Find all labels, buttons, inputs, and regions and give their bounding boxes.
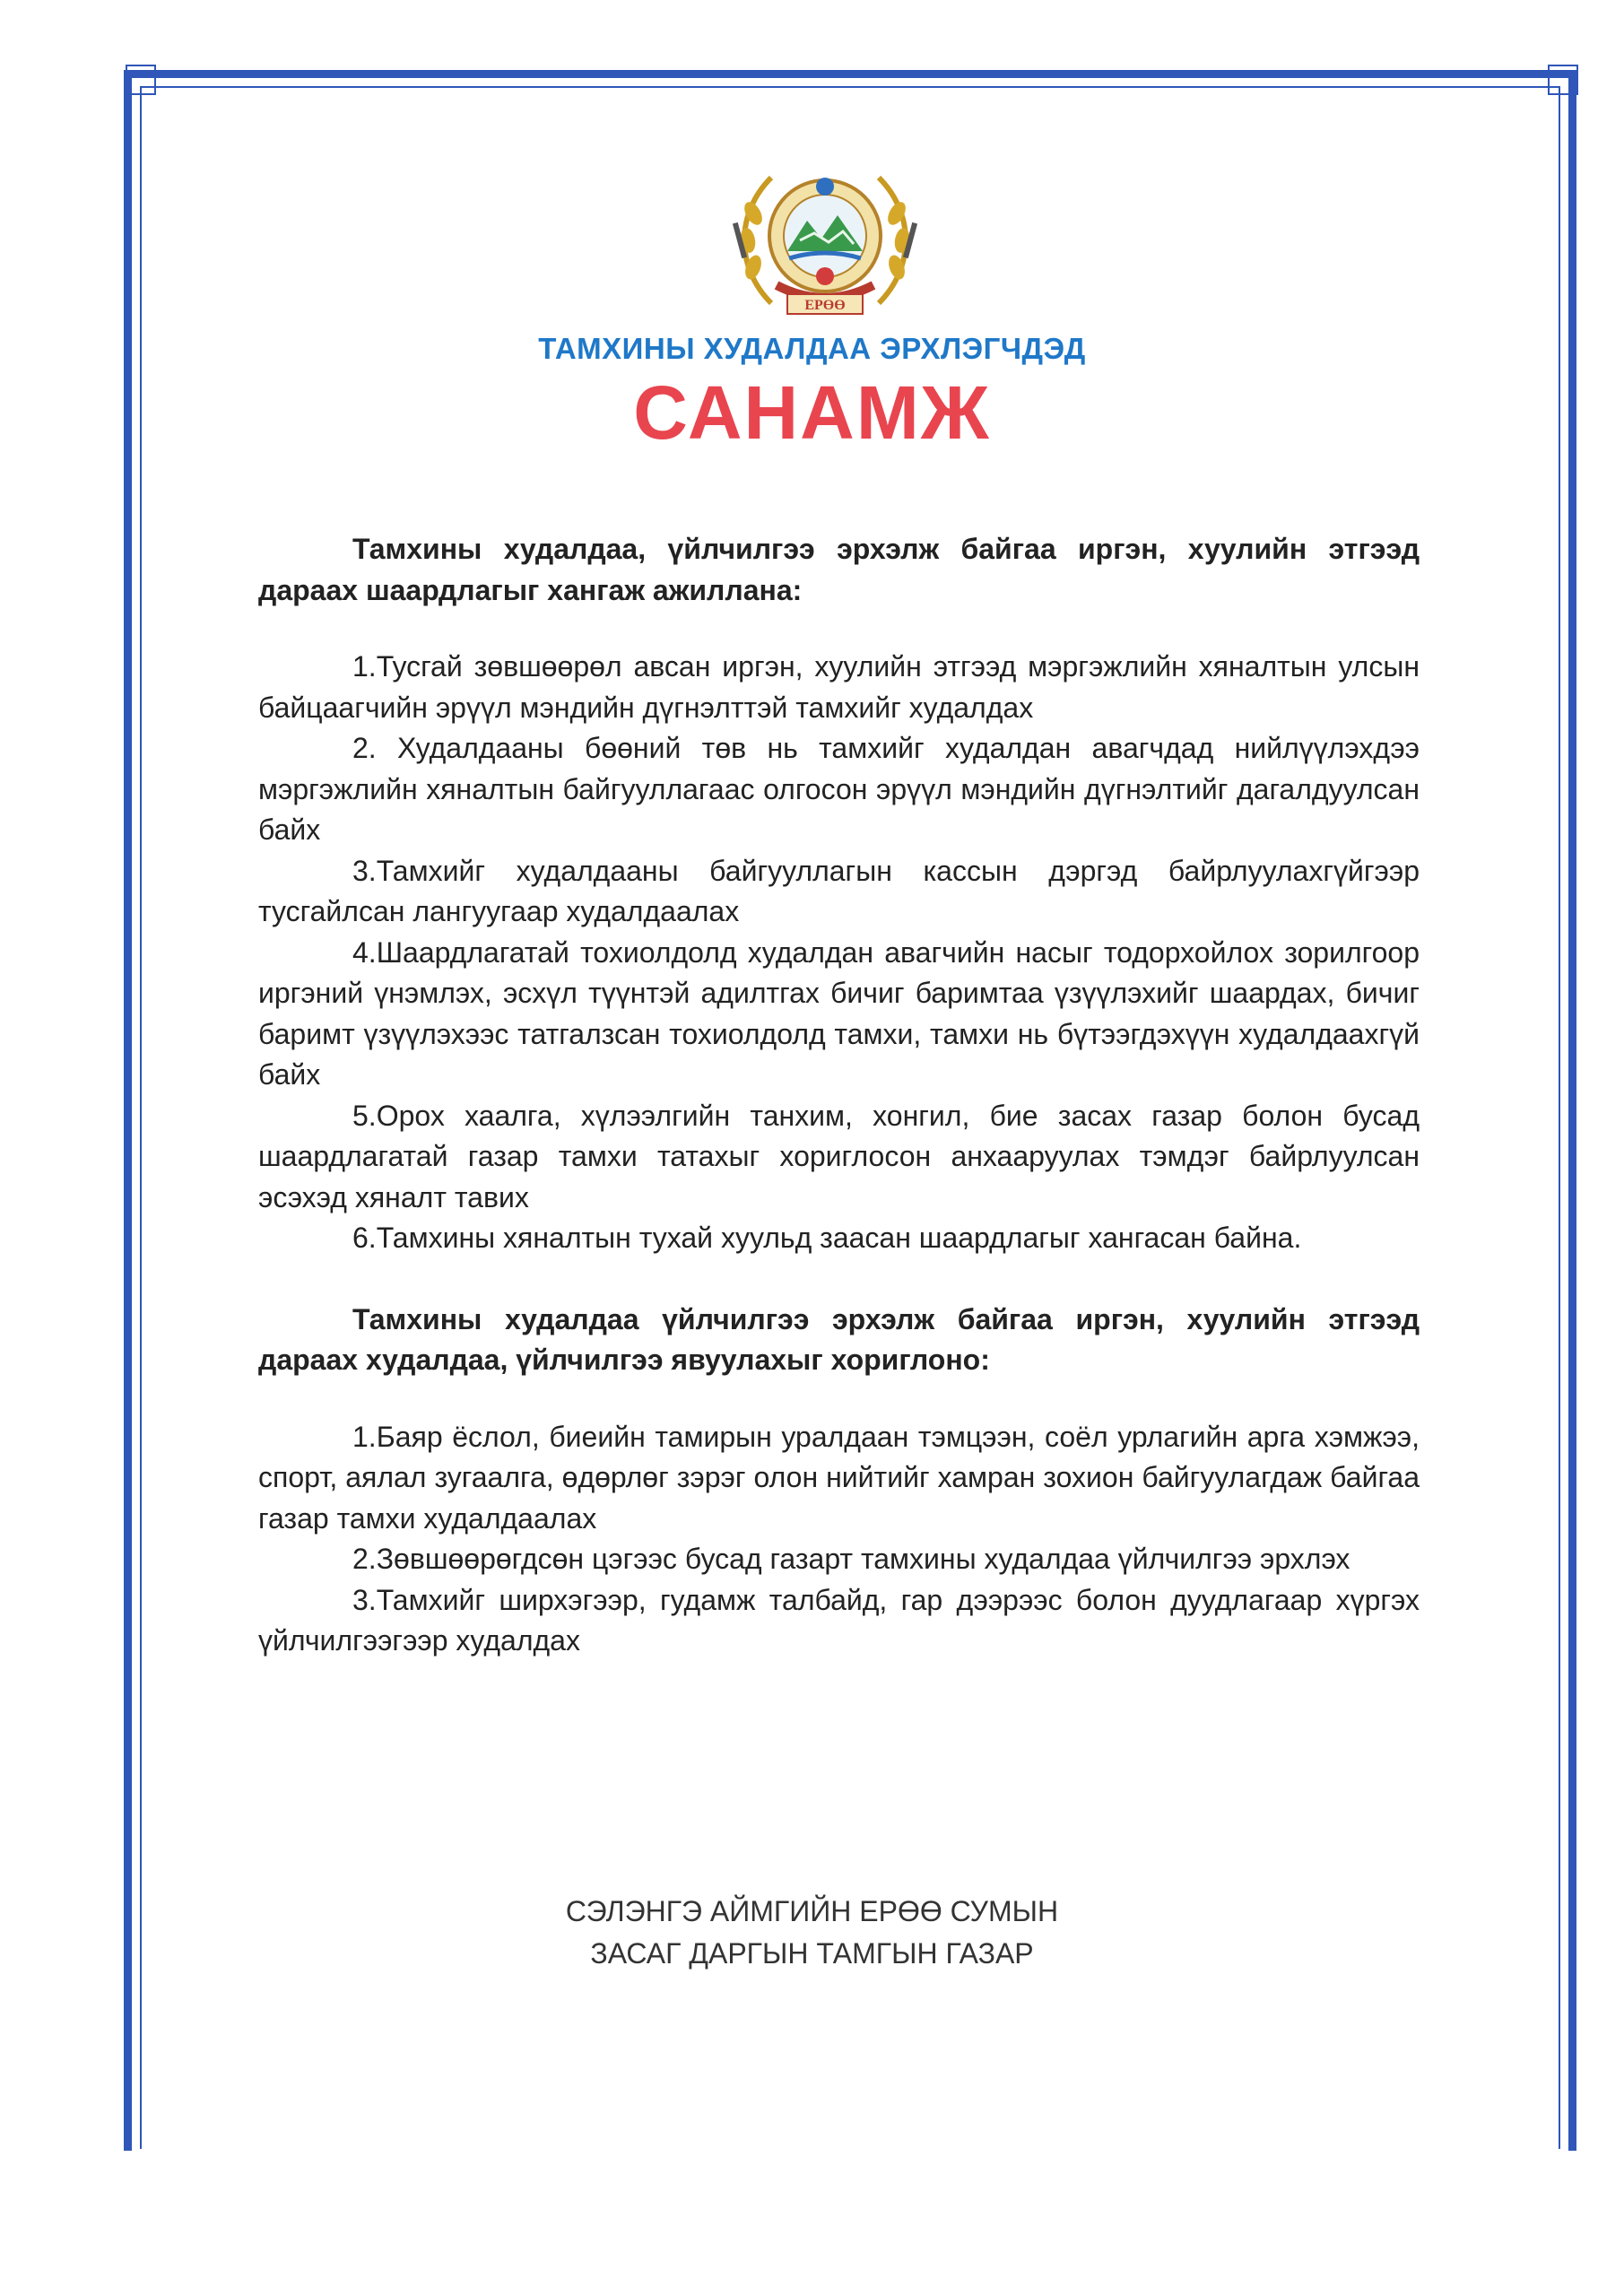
issuer-line-1: СЭЛЭНГЭ АЙМГИЙН ЕРӨӨ СУМЫН [565, 1895, 1059, 1927]
notice-heading: ТАМХИНЫ ХУДАЛДАА ЭРХЛЭГЧДЭД [538, 332, 1086, 365]
corner-ornament-left [126, 65, 156, 95]
issuer-footer [0, 1891, 1624, 1975]
section2-item: 1.Баяр ёслол, биеийн тамирын уралдаан тэмцээн, соёл урлагийн арга хэмжээ, спорт, аялал зугаалга, өдөрлөг зэрэг олон нийтийг хамран зохион байгуулагдаж байгаа газар тамхи худалдаалах [258, 1420, 1420, 1535]
section1-lead: Тамхины худалдаа, үйлчилгээ эрхэлж байгаа иргэн, хуулийн этгээд дараах шаардлагыг хангаж ажиллана: [258, 533, 1420, 606]
section2-lead: Тамхины худалдаа үйлчилгээ эрхэлж байгаа иргэн, хуулийн этгээд дараах худалдаа, үйлчилгээ явуулахыг хориглоно: [258, 1302, 1420, 1376]
issuer-line-2: ЗАСАГ ДАРГЫН ТАМГЫН ГАЗАР [590, 1937, 1034, 1970]
section1-item: 3.Тамхийг худалдааны байгууллагын кассын дэргэд байрлуулахгүйгээр тусгайлсан лангуугаар худалдаалах [258, 854, 1420, 927]
section1-item: 1.Тусгай зөвшөөрөл авсан иргэн, хуулийн этгээд мэргэжлийн хяналтын улсын байцаагчийн эрүүл мэндийн дүгнэлттэй тамхийг худалдах [258, 650, 1420, 724]
emblem-label: ЕРӨӨ [804, 298, 846, 313]
section1-item: 2. Худалдааны бөөний төв нь тамхийг худалдан авагчдад нийлүүлэхдээ мэргэжлийн хяналтын байгууллагаас олгосон эрүүл мэндийн дүгнэлтийг дагалдуулсан байх [258, 732, 1420, 846]
section1-item: 6.Тамхины хяналтын тухай хуульд заасан шаардлагыг хангасан байна. [352, 1222, 1302, 1254]
section1-item: 4.Шаардлагатай тохиолдолд худалдан авагчийн насыг тодорхойлох зорилгоор иргэний үнэмлэх, эсхүл түүнтэй адилтгах бичиг баримтаа үзүүлэхийг шаардах, бичиг баримт үзүүлэхээс татгалзсан тохиолдолд тамхи, тамхи нь бүтээгдэхүүн худалдаахгүй байх [258, 935, 1420, 1091]
corner-ornament-right [1548, 65, 1578, 95]
notice-title: САНАМЖ [633, 370, 991, 455]
section1-item: 5.Орох хаалга, хүлээлгийн танхим, хонгил, бие засах газар болон бусад шаардлагатай газар тамхи татахыг хориглосон анхааруулах тэмдэг байрлуулсан эсэхэд хяналт тавих [258, 1099, 1420, 1213]
notice-body [258, 529, 1420, 1662]
section2-item: 2.Зөвшөөрөгдсөн цэгээс бусад газарт тамхины худалдаа үйлчилгээ эрхлэх [352, 1543, 1350, 1575]
emblem-logo [717, 160, 933, 321]
section2-item: 3.Тамхийг ширхэгээр, гудамж талбайд, гар дээрээс болон дуудлагаар хүргэх үйлчилгээгээр худалдах [258, 1583, 1420, 1657]
